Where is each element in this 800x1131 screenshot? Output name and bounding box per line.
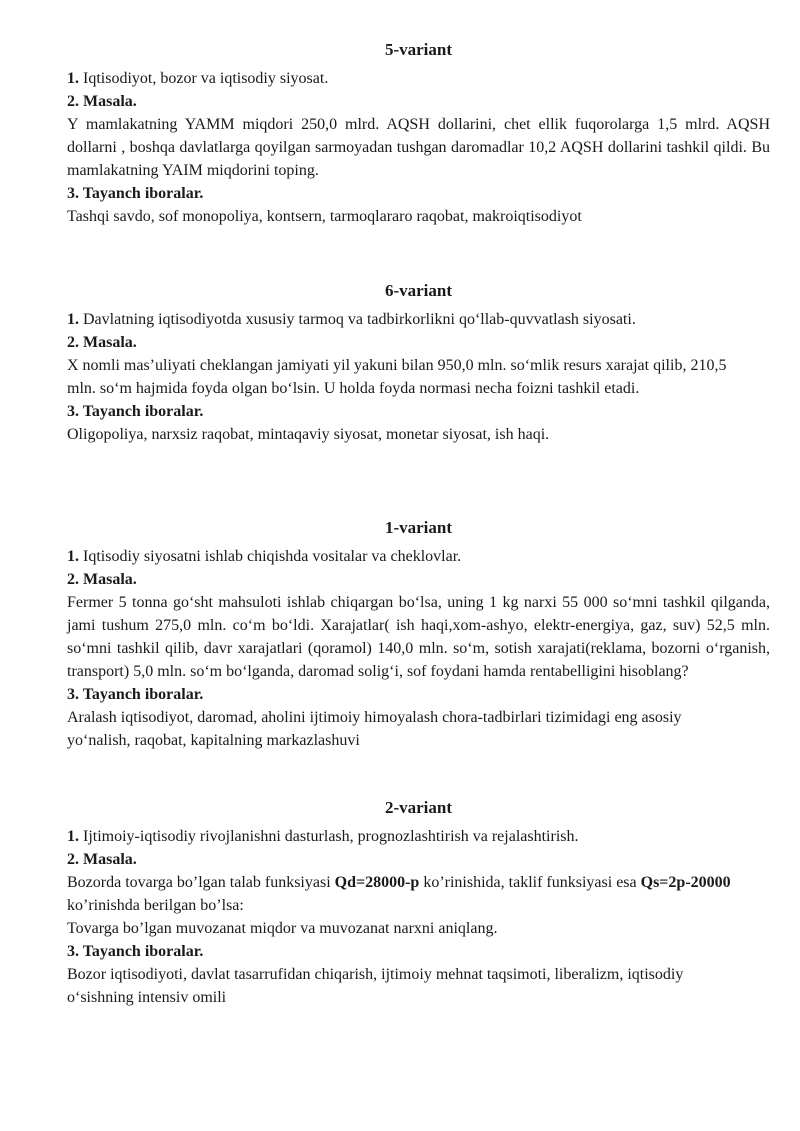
problem-text: Bozorda tovarga bo’lgan talab funksiyasi Qd=28000-p ko’rinishida, taklif funksiyasi esa Qs=2p-20000 ko’rinishda berilgan bo’lsa:	[67, 874, 731, 914]
question-number: 1.	[67, 70, 79, 87]
question-number: 1.	[67, 828, 79, 845]
variant-title: 5-variant	[384, 40, 453, 59]
key-terms-heading: 3. Tayanch iboralar.	[67, 185, 204, 202]
problem-heading: 2. Masala.	[67, 334, 137, 351]
problem-heading: 2. Masala.	[67, 93, 137, 110]
demand-formula: Qd=28000-p	[334, 874, 420, 891]
question-text: Iqtisodiy siyosatni ishlab chiqishda vositalar va cheklovlar.	[79, 548, 462, 565]
question-1	[67, 825, 770, 848]
key-terms-text: Tashqi savdo, sof monopoliya, kontsern, tarmoqlararo raqobat, makroiqtisodiyot	[67, 208, 582, 225]
problem-heading: 2. Masala.	[67, 851, 137, 868]
variant-title: 6-variant	[384, 281, 453, 300]
variant-title: 2-variant	[384, 798, 453, 817]
problem-question: Tovarga bo’lgan muvozanat miqdor va muvozanat narxni aniqlang.	[67, 920, 498, 937]
question-number: 1.	[67, 311, 79, 328]
question-1	[67, 545, 770, 568]
key-terms-text: Bozor iqtisodiyoti, davlat tasarrufidan chiqarish, ijtimoiy mehnat taqsimoti, liberalizm, iqtisodiy o‘sishning intensiv omili	[67, 966, 684, 1006]
question-number: 1.	[67, 548, 79, 565]
variant-title: 1-variant	[384, 518, 453, 537]
problem-text: Fermer 5 tonna go‘sht mahsuloti ishlab chiqargan bo‘lsa, uning 1 kg narxi 55 000 so‘mni tashkil qilganda, jami tushum 275,0 mln. co‘m bo‘ldi. Xarajatlar( ish haqi,xom-ashyo, elektr-energiya, gaz, suv) 52,5 mln. so‘mni tashkil qilib, davr xarajatlari (qoramol) 140,0 mln. so‘m, sotish xarajati(reklama, bozorni o‘rganish, transport) 5,0 mln. so‘m bo‘lganda, daromad solig‘i, sof foydani hamda rentabelligini hisoblang?	[67, 594, 770, 680]
supply-formula: Qs=2p-20000	[640, 874, 731, 891]
question-text: Davlatning iqtisodiyotda xususiy tarmoq va tadbirkorlikni qo‘llab-quvvatlash siyosati.	[79, 311, 636, 328]
key-terms-heading: 3. Tayanch iboralar.	[67, 943, 204, 960]
key-terms-heading: 3. Tayanch iboralar.	[67, 686, 204, 703]
variant-section	[67, 516, 770, 752]
key-terms-text: Oligopoliya, narxsiz raqobat, mintaqaviy siyosat, monetar siyosat, ish haqi.	[67, 426, 550, 443]
problem-text: X nomli mas’uliyati cheklangan jamiyati yil yakuni bilan 950,0 mln. so‘mlik resurs xarajat qilib, 210,5 mln. so‘m hajmida foyda olgan bo‘lsin. U holda foyda normasi necha foizni tashkil etadi.	[67, 357, 727, 397]
variant-section	[67, 38, 770, 228]
key-terms-text: Aralash iqtisodiyot, daromad, aholini ijtimoiy himoyalash chora-tadbirlari tizimidagi eng asosiy yo‘nalish, raqobat, kapitalning markazlashuvi	[67, 709, 682, 749]
question-text: Iqtisodiyot, bozor va iqtisodiy siyosat.	[79, 70, 329, 87]
key-terms-heading: 3. Tayanch iboralar.	[67, 403, 204, 420]
problem-heading: 2. Masala.	[67, 571, 137, 588]
variant-section	[67, 279, 737, 446]
question-text: Ijtimoiy-iqtisodiy rivojlanishni dasturlash, prognozlashtirish va rejalashtirish.	[79, 828, 579, 845]
variant-section	[67, 796, 770, 1009]
question-1	[67, 308, 737, 331]
question-1	[67, 67, 770, 90]
problem-text: Y mamlakatning YAMM miqdori 250,0 mlrd. AQSH dollarini, chet ellik fuqorolarga 1,5 mlrd. AQSH dollarni , boshqa davlatlarga qoyilgan sarmoyadan tushgan daromadlar 10,2 AQSH dollarini tashkil qildi. Bu mamlakatning YAIM miqdorini toping.	[67, 116, 770, 179]
